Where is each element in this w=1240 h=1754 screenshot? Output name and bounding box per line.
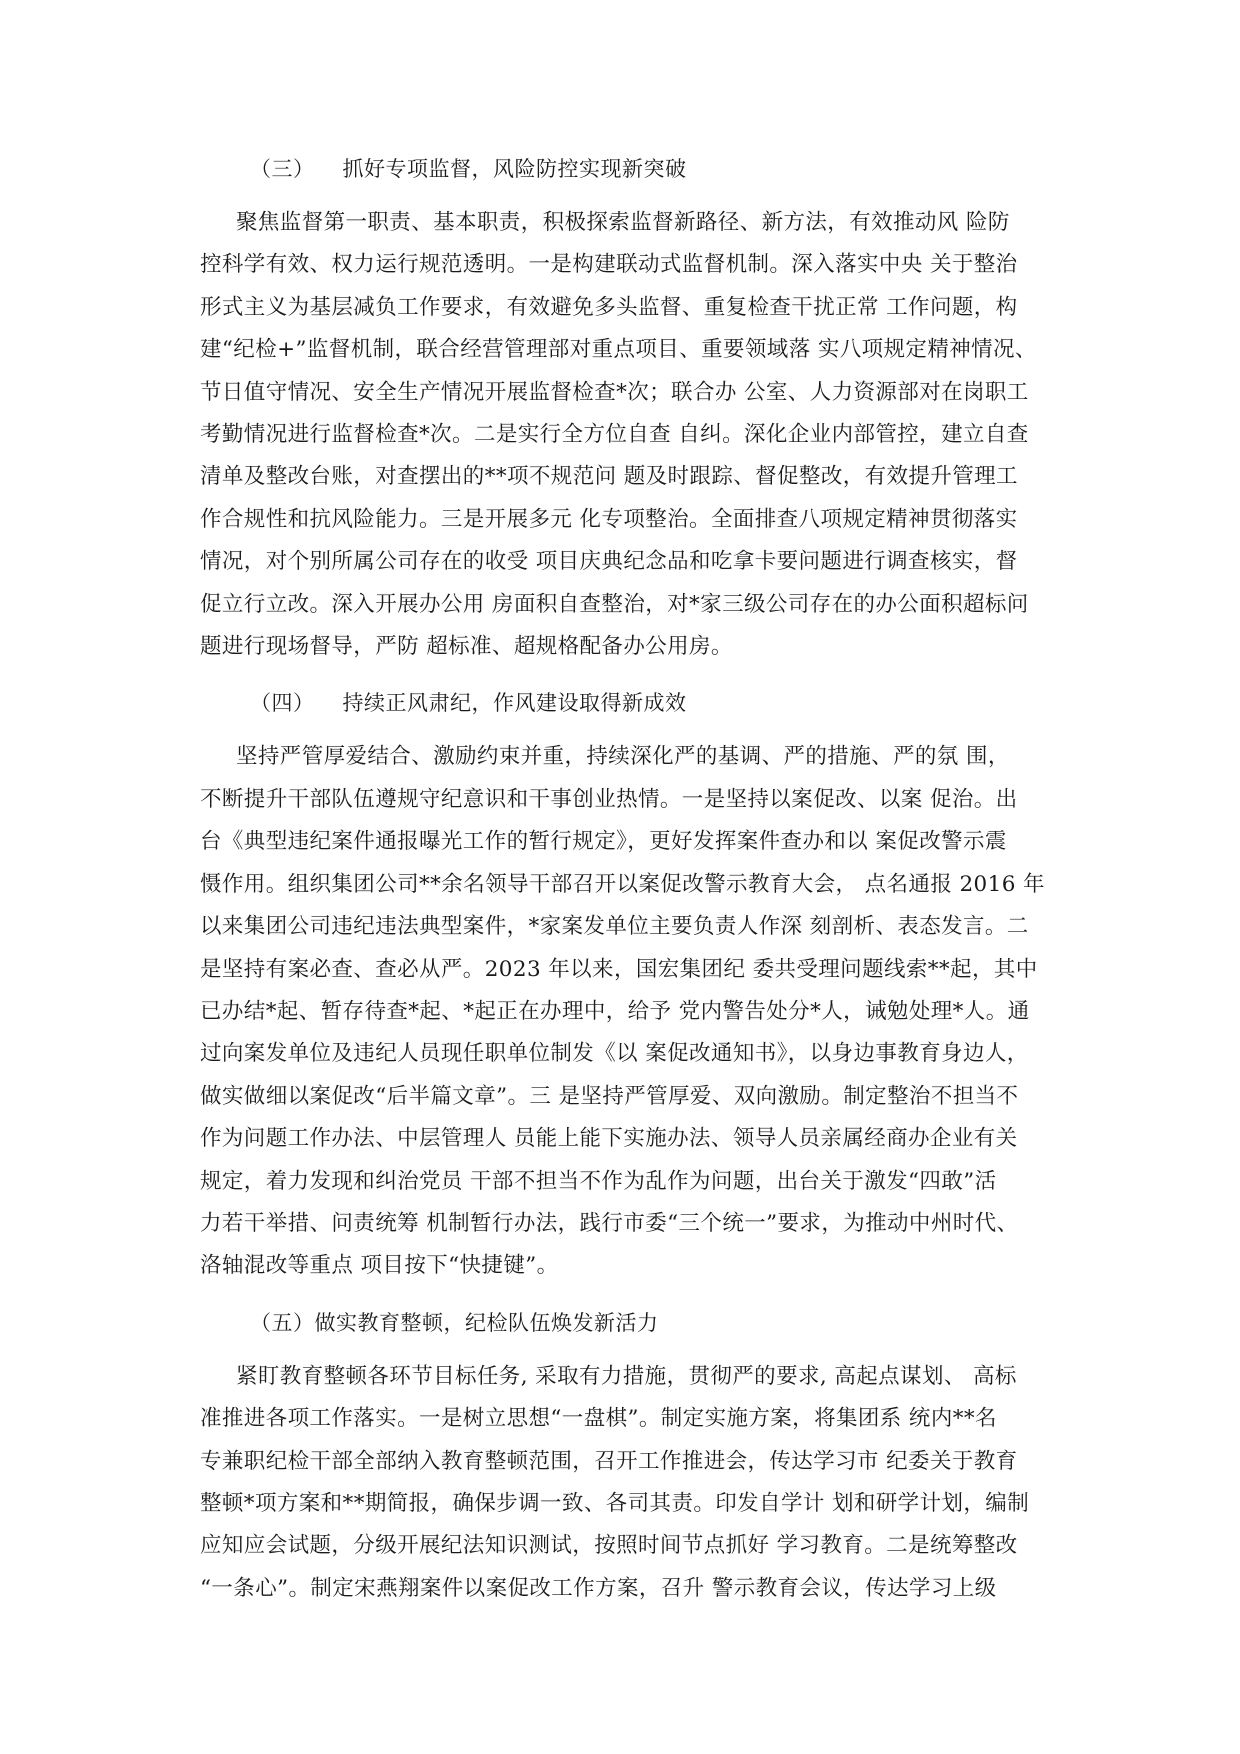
section-title: 做实教育整顿，纪检队伍焕发新活力 (314, 1310, 659, 1335)
section-title: 持续正风肃纪，作风建设取得新成效 (342, 691, 687, 716)
section-paragraph (200, 736, 1090, 1287)
text-line: 力若干举措、问责统筹 机制暂行办法，践行市委“三个统一”要求，为推动中州时代、 (200, 1210, 1019, 1236)
section-paragraph (200, 1356, 1090, 1610)
text-line: “一条心”。制定宋燕翔案件以案促改工作方案，召升 警示教育会议，传达学习上级 (200, 1575, 997, 1601)
section-heading (200, 1304, 1090, 1342)
text-line: 考勤情况进行监督检查*次。二是实行全方位自查 自纠。深化企业内部管控，建立自查 (200, 422, 1029, 448)
text-line: 以来集团公司违纪违法典型案件，*家案发单位主要负责人作深 刻剖析、表态发言。二 (200, 914, 1029, 940)
text-line: 控科学有效、权力运行规范透明。一是构建联动式监督机制。深入落实中央 关于整治 (200, 252, 1018, 278)
text-line: 形式主义为基层减负工作要求，有效避免多头监督、重复检查干扰正常 工作问题，构 (200, 294, 1018, 320)
text-line: 准推进各项工作落实。一是树立思想“一盘棋”。制定实施方案，将集团系 统内**名 (200, 1406, 997, 1432)
text-line: 作合规性和抗风险能力。三是开展多元 化专项整治。全面排查八项规定精神贯彻落实 (200, 506, 1018, 532)
text-line: 情况，对个别所属公司存在的收受 项目庆典纪念品和吃拿卡要问题进行调查核实，督 (200, 549, 1018, 575)
text-line: 建“纪检+”监督机制，联合经营管理部对重点项目、重要领域落 实八项规定精神情况、 (200, 337, 1037, 363)
text-line: 洛轴混改等重点 项目按下“快捷键”。 (200, 1253, 559, 1279)
section-number: （五） (250, 1310, 315, 1335)
text-line: 整顿*项方案和**期简报，确保步调一致、各司其责。印发自学计 划和研学计划，编制 (200, 1490, 1030, 1516)
text-line: 台《典型违纪案件通报曝光工作的暂行规定》，更好发挥案件查办和以 案促改警示震 (200, 829, 1007, 855)
text-line: 规定，着力发现和纠治党员 干部不担当不作为乱作为问题，出台关于激发“四敢”活 (200, 1168, 997, 1194)
section-heading (200, 684, 1090, 722)
text-line: 慑作用。组织集团公司**余名领导干部召开以案促改警示教育大会， 点名通报 2016 年 (200, 871, 1045, 897)
section-paragraph (200, 202, 1090, 668)
text-line: 题进行现场督导，严防 超标准、超规格配备办公用房。 (200, 634, 733, 660)
text-line: 过向案发单位及违纪人员现任职单位制发《以 案促改通知书》，以身边事教育身边人， (200, 1041, 1029, 1067)
text-line: 做实做细以案促改“后半篇文章”。三 是坚持严管厚爱、双向激励。制定整治不担当不 (200, 1083, 1019, 1109)
text-line: 作为问题工作办法、中层管理人 员能上能下实施办法、领导人员亲属经商办企业有关 (200, 1126, 1018, 1152)
text-line: 促立行立改。深入开展办公用 房面积自查整治，对*家三级公司存在的办公面积超标问 (200, 591, 1029, 617)
text-line: 专兼职纪检干部全部纳入教育整顿范围，召开工作推进会，传达学习市 纪委关于教育 (200, 1448, 1018, 1474)
text-line: 紧盯教育整顿各环节目标任务, 采取有力措施，贯彻严的要求, 高起点谋划、 高标 (236, 1363, 1017, 1389)
section-number: （三） (250, 157, 315, 181)
section-heading (200, 150, 1090, 188)
text-line: 节日值守情况、安全生产情况开展监督检查*次；联合办 公室、人力资源部对在岗职工 (200, 379, 1029, 405)
section-title: 抓好专项监督，风险防控实现新突破 (342, 157, 687, 181)
text-line: 是坚持有案必查、查必从严。2023 年以来，国宏集团纪 委共受理问题线索**起，其中 (200, 956, 1038, 982)
text-line: 应知应会试题，分级开展纪法知识测试，按照时间节点抓好 学习教育。二是统筹整改 (200, 1533, 1018, 1559)
text-line: 清单及整改台账，对查摆出的**项不规范问 题及时跟踪、督促整改，有效提升管理工 (200, 464, 1018, 490)
text-line: 聚焦监督第一职责、基本职责，积极探索监督新路径、新方法，有效推动风 险防 (236, 210, 1010, 235)
text-line: 不断提升干部队伍遵规守纪意识和干事创业热情。一是坚持以案促改、以案 促治。出 (200, 786, 1018, 812)
text-line: 已办结*起、暂存待查*起、*起正在办理中，给予 党内警告处分*人，诫勉处理*人。通 (200, 998, 1030, 1024)
text-line: 坚持严管厚爱结合、激励约束并重，持续深化严的基调、严的措施、严的氛 围， (236, 744, 1010, 770)
section-number: （四） (250, 691, 315, 716)
